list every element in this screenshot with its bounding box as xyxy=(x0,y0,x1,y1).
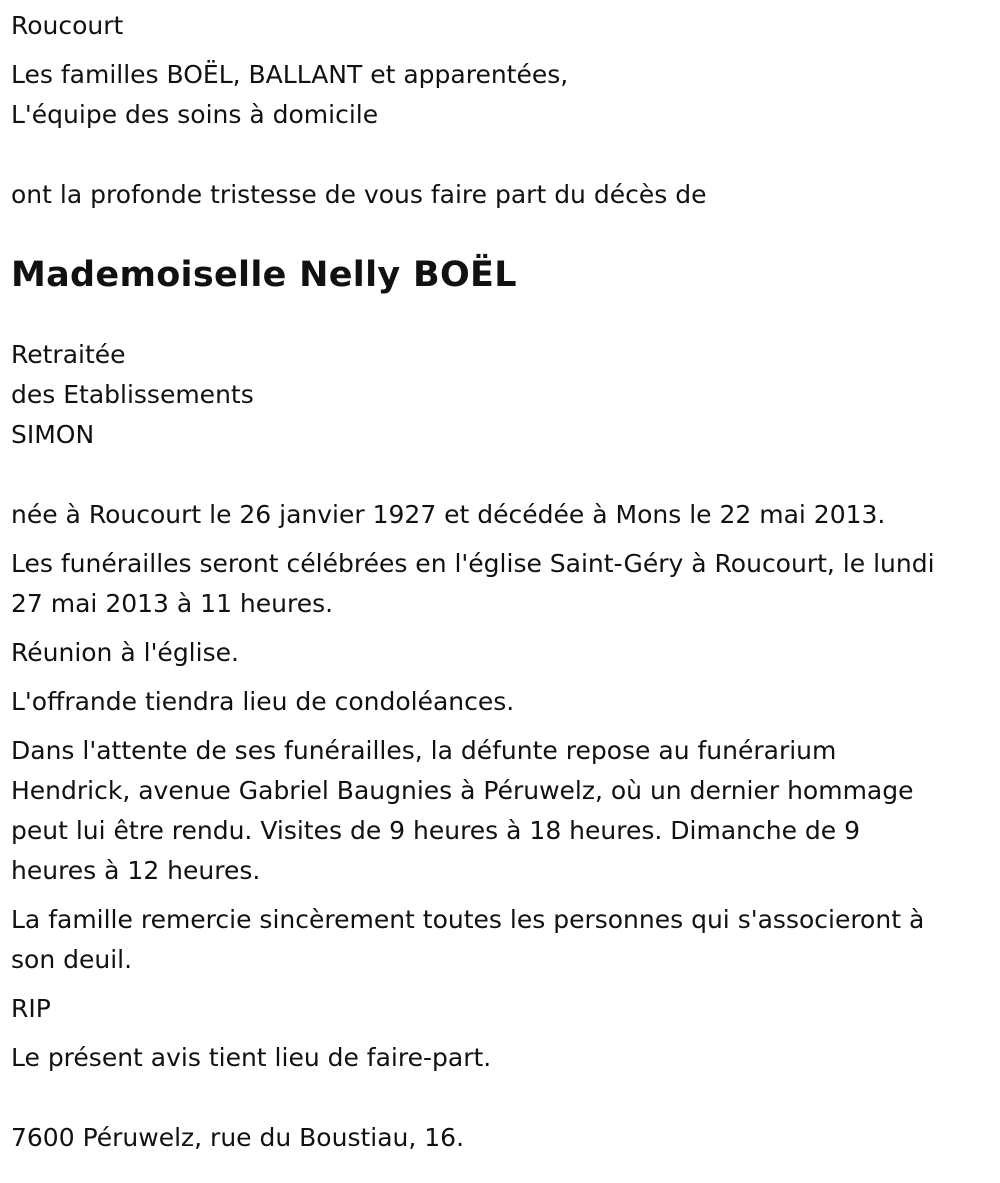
funeral-line-2: 27 mai 2013 à 11 heures. xyxy=(11,589,334,618)
notice-note: Le présent avis tient lieu de faire-part. xyxy=(11,1043,492,1072)
meeting: Réunion à l'église. xyxy=(11,638,239,667)
families-line-1: Les familles BOËL, BALLANT et apparentées, xyxy=(11,60,569,89)
funeral-line-1: Les funérailles seront célébrées en l'église Saint-Géry à Roucourt, le lundi xyxy=(11,549,935,578)
offering: L'offrande tiendra lieu de condoléances. xyxy=(11,687,515,716)
wake-line-2: Hendrick, avenue Gabriel Baugnies à Péruwelz, où un dernier hommage xyxy=(11,776,914,805)
wake-block xyxy=(11,731,990,891)
occupation-line-3: SIMON xyxy=(11,420,95,449)
location: Roucourt xyxy=(11,11,124,40)
occupation-line-1: Retraitée xyxy=(11,340,126,369)
thanks-line-2: son deuil. xyxy=(11,945,133,974)
funeral-block xyxy=(11,544,990,624)
wake-line-4: heures à 12 heures. xyxy=(11,856,261,885)
wake-line-3: peut lui être rendu. Visites de 9 heures à 18 heures. Dimanche de 9 xyxy=(11,816,861,845)
announcement: ont la profonde tristesse de vous faire part du décès de xyxy=(11,180,707,209)
families-block xyxy=(11,55,990,135)
rip: RIP xyxy=(11,994,51,1023)
occupation-line-2: des Etablissements xyxy=(11,380,254,409)
thanks-line-1: La famille remercie sincèrement toutes les personnes qui s'associeront à xyxy=(11,905,925,934)
birth-death: née à Roucourt le 26 janvier 1927 et décédée à Mons le 22 mai 2013. xyxy=(11,500,886,529)
families-line-2: L'équipe des soins à domicile xyxy=(11,100,379,129)
deceased-name: Mademoiselle Nelly BOËL xyxy=(11,255,517,295)
occupation-block xyxy=(11,335,990,455)
wake-line-1: Dans l'attente de ses funérailles, la défunte repose au funérarium xyxy=(11,736,837,765)
thanks-block xyxy=(11,900,990,980)
address: 7600 Péruwelz, rue du Boustiau, 16. xyxy=(11,1123,465,1152)
